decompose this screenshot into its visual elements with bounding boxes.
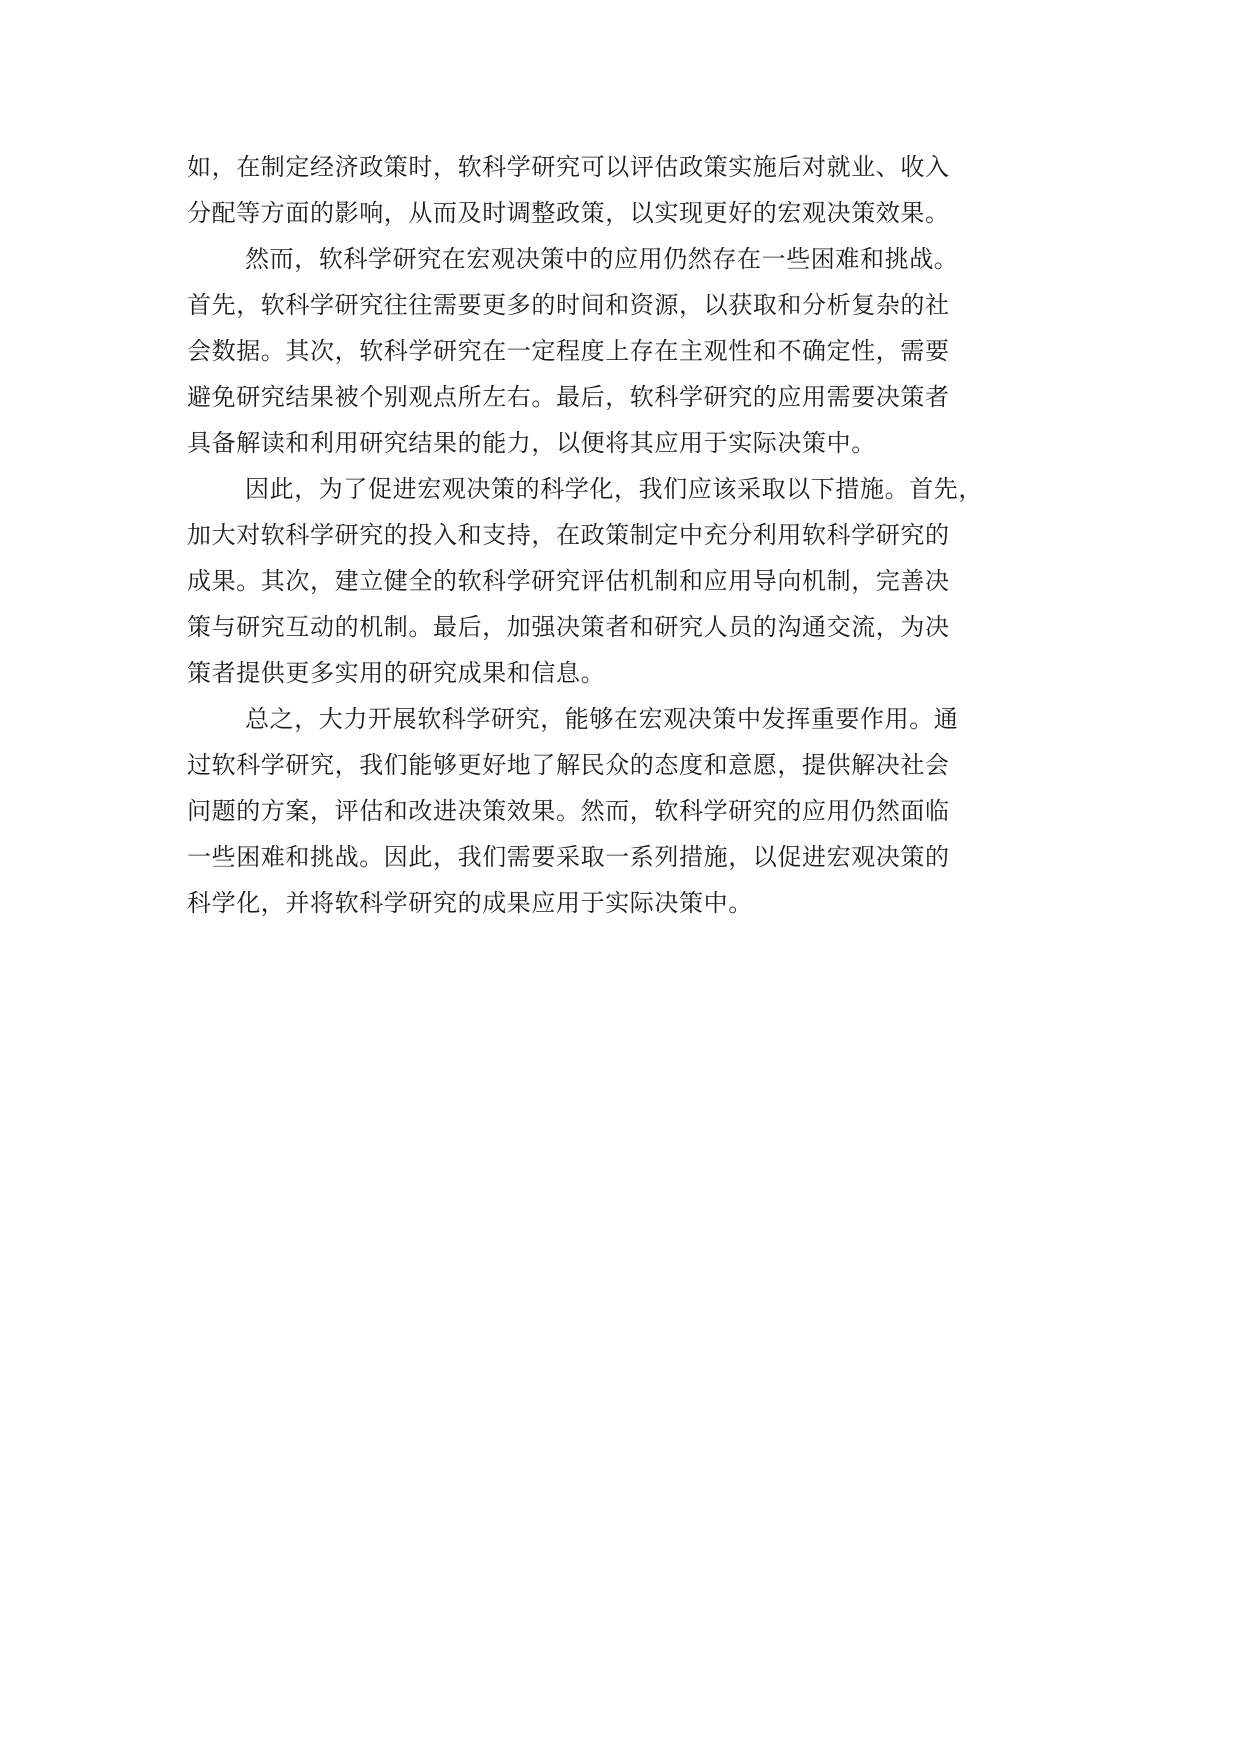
text-line: 策与研究互动的机制。最后，加强决策者和研究人员的沟通交流，为决	[187, 613, 950, 641]
text-line: 总之，大力开展软科学研究，能够在宏观决策中发挥重要作用。通	[245, 705, 959, 733]
text-line: 会数据。其次，软科学研究在一定程度上存在主观性和不确定性，需要	[187, 337, 950, 365]
text-line: 首先，软科学研究往往需要更多的时间和资源，以获取和分析复杂的社	[187, 291, 950, 319]
text-line: 如，在制定经济政策时，软科学研究可以评估政策实施后对就业、收入	[187, 153, 950, 181]
text-line: 具备解读和利用研究结果的能力，以便将其应用于实际决策中。	[187, 429, 876, 457]
paragraph-2	[187, 244, 1087, 459]
text-line: 分配等方面的影响，从而及时调整政策，以实现更好的宏观决策效果。	[187, 199, 950, 227]
text-line: 加大对软科学研究的投入和支持，在政策制定中充分利用软科学研究的	[187, 521, 950, 549]
paragraph-1	[187, 152, 1087, 229]
text-line: 因此，为了促进宏观决策的科学化，我们应该采取以下措施。首先，	[245, 475, 983, 503]
document-body	[187, 152, 1087, 934]
text-line: 然而，软科学研究在宏观决策中的应用仍然存在一些困难和挑战。	[245, 245, 959, 273]
text-line: 避免研究结果被个别观点所左右。最后，软科学研究的应用需要决策者	[187, 383, 950, 411]
text-line: 过软科学研究，我们能够更好地了解民众的态度和意愿，提供解决社会	[187, 751, 950, 779]
text-line: 策者提供更多实用的研究成果和信息。	[187, 659, 606, 687]
paragraph-4	[187, 704, 1087, 919]
text-line: 问题的方案，评估和改进决策效果。然而，软科学研究的应用仍然面临	[187, 797, 950, 825]
text-line: 科学化，并将软科学研究的成果应用于实际决策中。	[187, 889, 753, 917]
text-line: 一些困难和挑战。因此，我们需要采取一系列措施，以促进宏观决策的	[187, 843, 950, 871]
text-line: 成果。其次，建立健全的软科学研究评估机制和应用导向机制，完善决	[187, 567, 950, 595]
paragraph-3	[187, 474, 1087, 689]
